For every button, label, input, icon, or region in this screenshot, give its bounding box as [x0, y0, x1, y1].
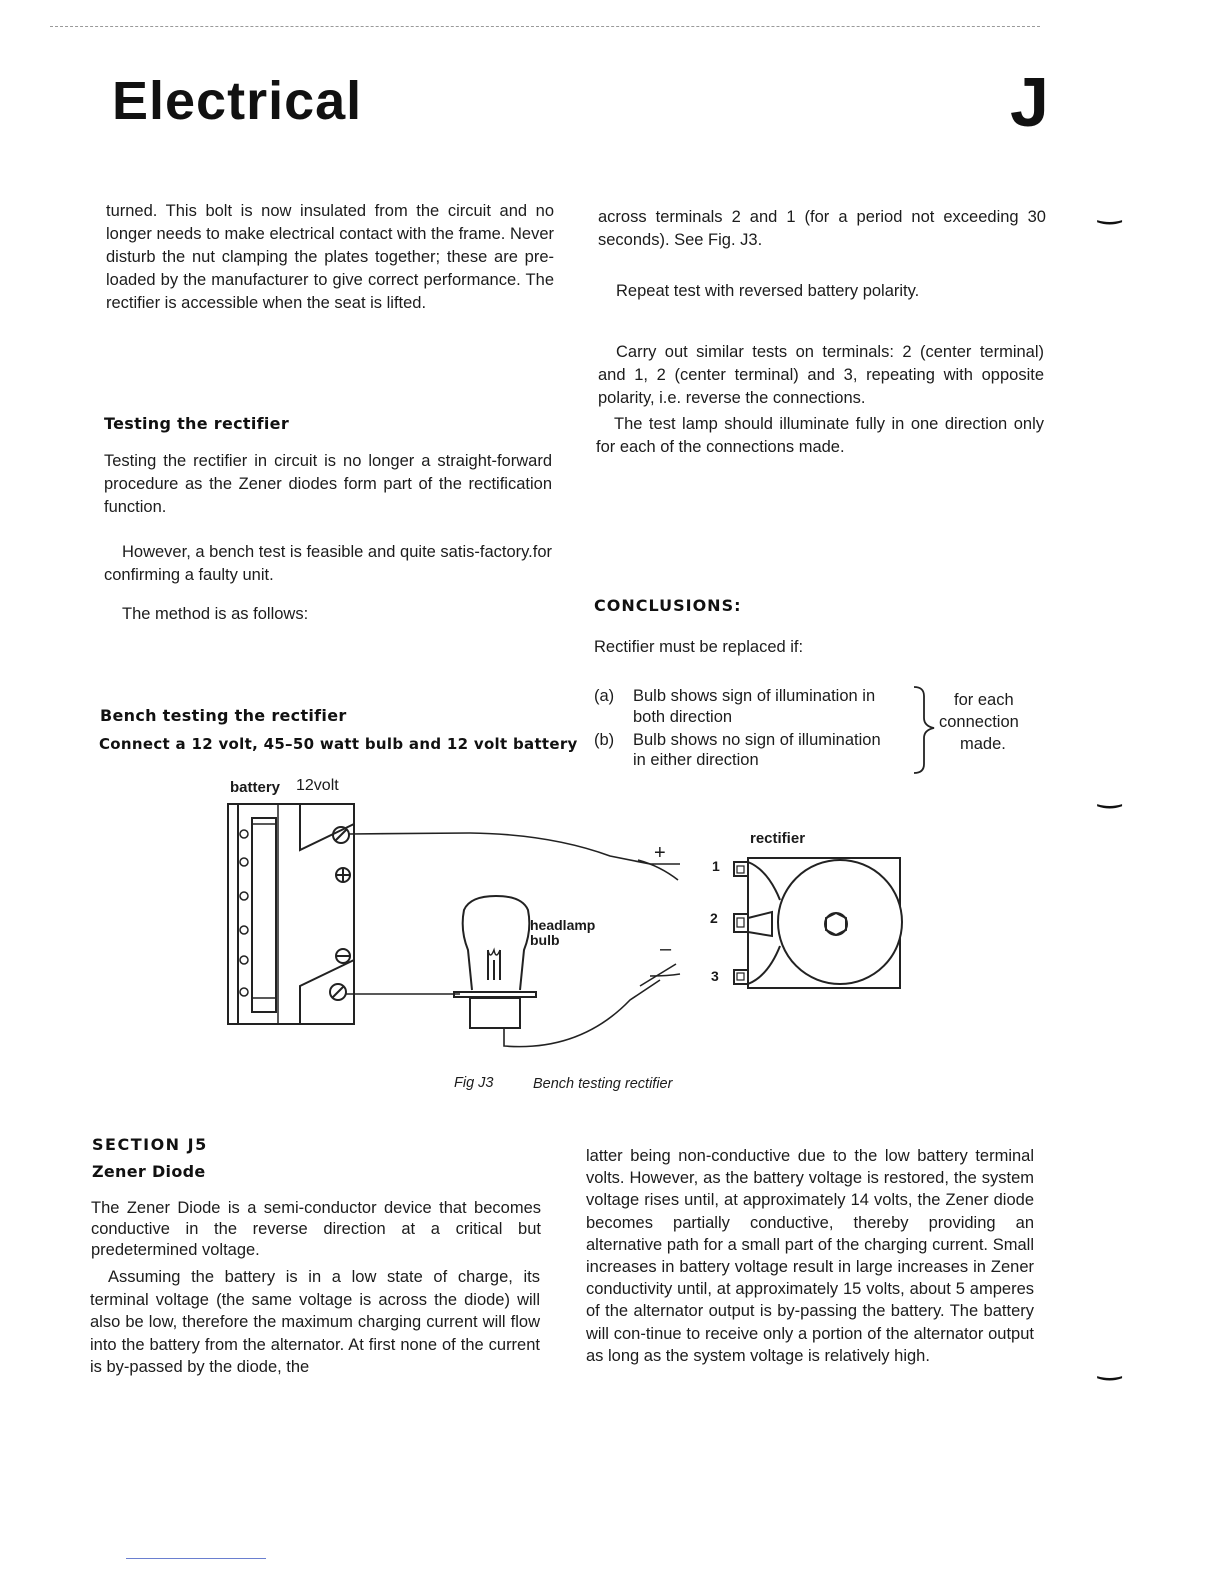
- headlamp-bulb: [454, 896, 536, 1028]
- cell-1: [240, 830, 248, 838]
- cell-4: [240, 926, 248, 934]
- battery-plate: [252, 818, 276, 1012]
- testing-paragraph-2: However, a bench test is feasible and quite satis-factory.for confirming a faulty unit.: [104, 543, 552, 584]
- zener-paragraph-3: latter being non-conductive due to the low battery terminal volts. However, as the battery voltage is restored, the system voltage rises until, at approximately 14 volts, the Zener diode becomes partially conductive, thereby providing an alternative path for a small part of the charging current. Small increases in battery voltage result in large increases in Zener conductivity until, at approximately 15 volts, about 5 amperes of the alternator output is by-passing the battery. The battery will con-tinue to receive only a portion of the alternator output as long as the system voltage is relatively high.: [586, 1147, 1034, 1365]
- plus-sign: +: [654, 842, 666, 864]
- figure-number: Fig J3: [454, 1075, 494, 1091]
- conclusions-heading: CONCLUSIONS:: [594, 596, 742, 615]
- testing-paragraph-3: The method is as follows:: [122, 605, 309, 623]
- minus-sign: –: [660, 938, 672, 960]
- battery-label: battery: [230, 779, 281, 796]
- battery-voltage-label: 12volt: [296, 777, 339, 794]
- brace-note-line2: connection: [939, 713, 1019, 731]
- section-letter: J: [1010, 63, 1049, 141]
- bottom-rule: [126, 1558, 266, 1559]
- margin-mark-top: ‿: [1098, 193, 1122, 224]
- terminal-1-label: 1: [712, 858, 720, 874]
- zener-diode-heading: Zener Diode: [92, 1162, 206, 1181]
- rectifier-label: rectifier: [750, 830, 806, 847]
- intro-paragraph: turned. This bolt is now insulated from the circuit and no longer needs to make electrical contact with the frame. Never disturb the nut clamping the plates together; these are pre-loaded by the manufacturer to give correct performance. The rectifier is accessible when the seat is lifted.: [106, 202, 554, 312]
- cell-2: [240, 858, 248, 866]
- zener-paragraph-1: The Zener Diode is a semi-conductor device that becomes conductive in the reverse direction at a critical but predetermined voltage.: [91, 1199, 541, 1259]
- condition-b-line1: Bulb shows no sign of illumination: [633, 731, 881, 749]
- terminal-3-label: 3: [711, 968, 719, 984]
- conclusions-intro: Rectifier must be replaced if:: [594, 638, 804, 656]
- testing-heading: Testing the rectifier: [104, 414, 290, 433]
- cell-6: [240, 988, 248, 996]
- cell-5: [240, 956, 248, 964]
- rectifier-unit: [734, 858, 902, 988]
- zener-paragraph-2: Assuming the battery is in a low state of charge, its terminal voltage (the same voltage is across the diode) will also be low, therefore the maximum charging current will flow into the battery from the alternator. At first none of the current is by-passed by the diode, the: [90, 1268, 540, 1376]
- section-j5-heading: SECTION J5: [92, 1135, 208, 1154]
- right-paragraph-3: Carry out similar tests on terminals: 2 (center terminal) and 1, 2 (center terminal) and 3, repeating with opposite polarity, i.e. reverse the connections.: [598, 343, 1044, 407]
- margin-mark-bottom: ‿: [1098, 1349, 1122, 1380]
- page-title: Electrical: [112, 71, 363, 131]
- condition-a-label: (a): [594, 687, 615, 705]
- margin-mark-middle: ‿: [1098, 777, 1122, 808]
- bulb-return-wire: [504, 980, 660, 1047]
- terminal-2-label: 2: [710, 910, 718, 926]
- figure-caption: Bench testing rectifier: [533, 1076, 673, 1092]
- right-paragraph-2: Repeat test with reversed battery polarity.: [616, 282, 920, 300]
- positive-wire: [349, 833, 650, 864]
- headlamp-label: headlamp: [530, 917, 596, 933]
- brace-note-line1: for each: [954, 691, 1014, 709]
- bench-paragraph: Connect a 12 volt, 45–50 watt bulb and 12 volt battery: [99, 735, 578, 753]
- scan-top-line: [50, 26, 1040, 28]
- brace-note-line3: made.: [960, 735, 1006, 753]
- bench-heading: Bench testing the rectifier: [100, 706, 347, 725]
- condition-a-line2: both direction: [633, 708, 733, 726]
- bulb-label: bulb: [530, 932, 560, 948]
- right-paragraph-4: The test lamp should illuminate fully in one direction only for each of the connections made.: [596, 415, 1044, 456]
- condition-b-label: (b): [594, 731, 615, 749]
- condition-a-line1: Bulb shows sign of illumination in: [633, 687, 876, 705]
- curly-brace: [910, 684, 940, 776]
- condition-b-line2: in either direction: [633, 751, 759, 769]
- right-paragraph-1: across terminals 2 and 1 (for a period not exceeding 30 seconds). See Fig. J3.: [598, 208, 1046, 249]
- cell-3: [240, 892, 248, 900]
- testing-paragraph-1: Testing the rectifier in circuit is no longer a straight-forward procedure as the Zener diodes form part of the rectification function.: [104, 452, 552, 516]
